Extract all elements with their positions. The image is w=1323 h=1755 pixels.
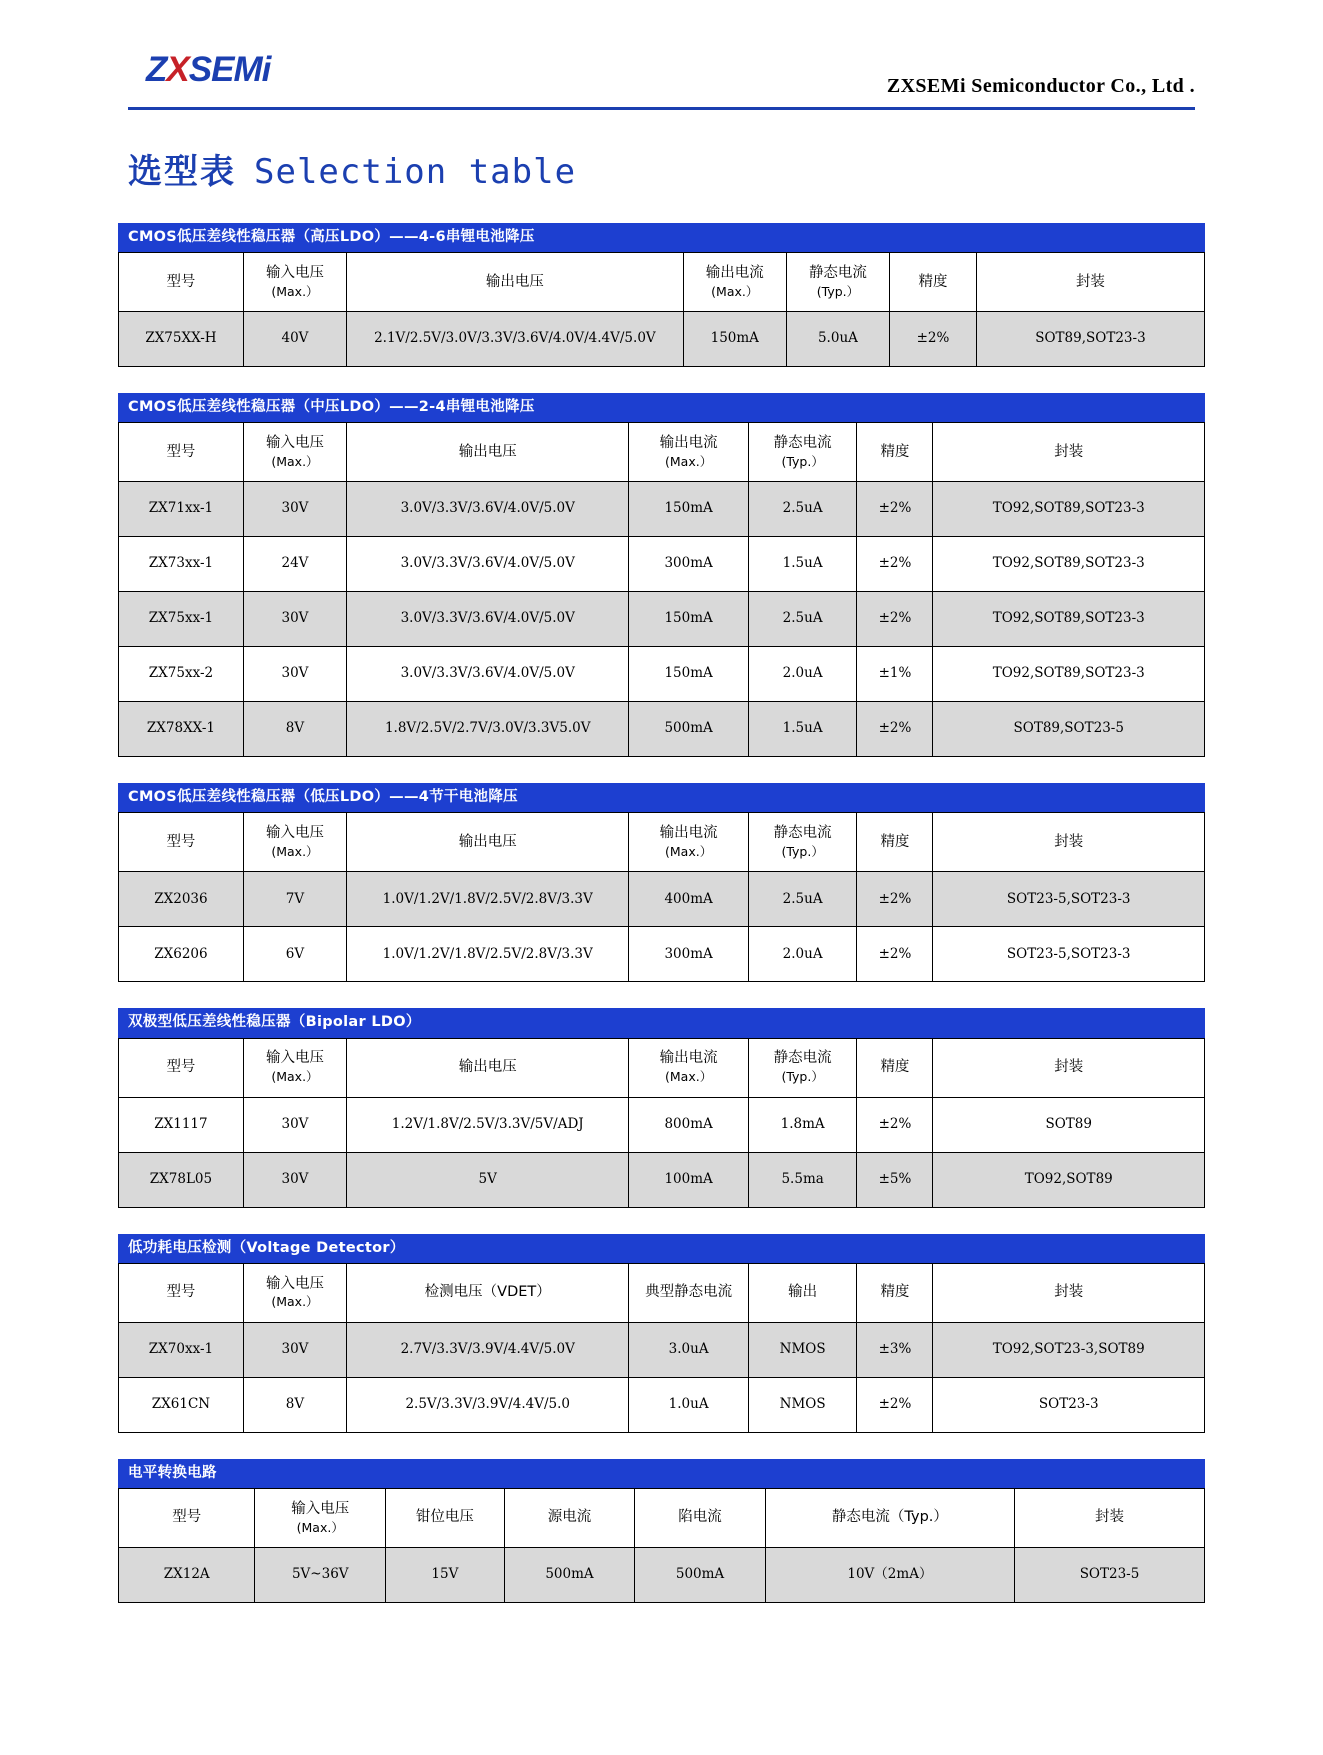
table-row (119, 1322, 1205, 1377)
table-cell: SOT89,SOT23-5 (933, 702, 1205, 757)
table-row (119, 537, 1205, 592)
table-block (118, 783, 1205, 982)
column-header: 输出 (748, 1263, 857, 1322)
table-band-title: CMOS低压差线性稳压器（中压LDO）——2-4串锂电池降压 (118, 393, 1205, 422)
table-cell: 100mA (629, 1152, 748, 1207)
column-header-sub: (Max.） (665, 454, 713, 470)
table-cell: 3.0V/3.3V/3.6V/4.0V/5.0V (347, 482, 629, 537)
table-cell: 5.0uA (786, 312, 889, 367)
table-cell: 15V (386, 1547, 505, 1602)
table-row (119, 312, 1205, 367)
table-cell: 150mA (629, 647, 748, 702)
table-cell: ±2% (857, 702, 933, 757)
table-cell: ±2% (857, 592, 933, 647)
table-cell: ±2% (890, 312, 977, 367)
table-cell: SOT89 (933, 1097, 1205, 1152)
table-cell: 3.0V/3.3V/3.6V/4.0V/5.0V (347, 592, 629, 647)
table-row (119, 647, 1205, 702)
table-band-title: 双极型低压差线性稳压器（Bipolar LDO） (118, 1008, 1205, 1037)
selection-table (118, 252, 1205, 367)
table-cell: 8V (243, 702, 346, 757)
table-cell: SOT89,SOT23-3 (976, 312, 1204, 367)
table-cell: SOT23-3 (933, 1377, 1205, 1432)
table-row (119, 1547, 1205, 1602)
table-cell: 1.2V/1.8V/2.5V/3.3V/5V/ADJ (347, 1097, 629, 1152)
table-cell: 1.8mA (748, 1097, 857, 1152)
table-cell: ±5% (857, 1152, 933, 1207)
table-cell: ±3% (857, 1322, 933, 1377)
table-cell: 5V~36V (255, 1547, 386, 1602)
table-row (119, 1097, 1205, 1152)
selection-table (118, 812, 1205, 982)
column-header: 型号 (119, 253, 244, 312)
table-cell: 800mA (629, 1097, 748, 1152)
table-cell: ±1% (857, 647, 933, 702)
table-cell: 2.0uA (748, 647, 857, 702)
table-cell: 30V (243, 482, 346, 537)
table-cell: ±2% (857, 1377, 933, 1432)
table-cell: 24V (243, 537, 346, 592)
column-header: 型号 (119, 813, 244, 872)
column-header: 精度 (857, 1038, 933, 1097)
table-block (118, 1459, 1205, 1603)
table-header-row (119, 1488, 1205, 1547)
column-header: 精度 (857, 813, 933, 872)
column-header: 封装 (933, 1263, 1205, 1322)
column-header: 型号 (119, 1488, 255, 1547)
page-title-en: Selection table (254, 152, 577, 192)
table-cell: 30V (243, 647, 346, 702)
table-cell: 1.0uA (629, 1377, 748, 1432)
table-cell: TO92,SOT89 (933, 1152, 1205, 1207)
column-header: 输出电流 (Max.） (683, 253, 786, 312)
column-header: 输入电压 (Max.） (243, 1038, 346, 1097)
column-header-sub: (Typ.） (781, 1069, 824, 1085)
table-cell: SOT23-5,SOT23-3 (933, 872, 1205, 927)
table-cell: 7V (243, 872, 346, 927)
table-cell: 1.5uA (748, 702, 857, 757)
table-header-row (119, 1263, 1205, 1322)
table-cell: 5V (347, 1152, 629, 1207)
selection-table (118, 1038, 1205, 1208)
table-cell: NMOS (748, 1377, 857, 1432)
table-band-title: 低功耗电压检测（Voltage Detector） (118, 1234, 1205, 1263)
table-header-row (119, 1038, 1205, 1097)
table-cell: ±2% (857, 872, 933, 927)
selection-table (118, 422, 1205, 757)
table-cell: 3.0V/3.3V/3.6V/4.0V/5.0V (347, 537, 629, 592)
column-header: 输出电流 (Max.） (629, 1038, 748, 1097)
column-header-sub: (Max.） (665, 844, 713, 860)
part-number-cell: ZX1117 (119, 1097, 244, 1152)
column-header: 输出电流 (Max.） (629, 423, 748, 482)
table-cell: 2.5uA (748, 872, 857, 927)
column-header: 输出电压 (347, 813, 629, 872)
column-header-sub: (Typ.） (781, 454, 824, 470)
column-header: 封装 (976, 253, 1204, 312)
table-row (119, 1152, 1205, 1207)
column-header: 输出电流 (Max.） (629, 813, 748, 872)
column-header-sub: (Max.） (296, 1519, 344, 1535)
table-cell: ±2% (857, 537, 933, 592)
column-header: 型号 (119, 1038, 244, 1097)
column-header: 型号 (119, 1263, 244, 1322)
table-row (119, 592, 1205, 647)
table-cell: TO92,SOT89,SOT23-3 (933, 647, 1205, 702)
table-band-title: CMOS低压差线性稳压器（低压LDO）——4节干电池降压 (118, 783, 1205, 812)
column-header: 陷电流 (635, 1488, 766, 1547)
column-header: 静态电流 (Typ.） (748, 813, 857, 872)
table-cell: 40V (243, 312, 346, 367)
table-cell: 30V (243, 1097, 346, 1152)
part-number-cell: ZX78L05 (119, 1152, 244, 1207)
part-number-cell: ZX61CN (119, 1377, 244, 1432)
column-header: 精度 (890, 253, 977, 312)
column-header: 精度 (857, 423, 933, 482)
part-number-cell: ZX6206 (119, 927, 244, 982)
table-cell: ±2% (857, 1097, 933, 1152)
table-cell: 8V (243, 1377, 346, 1432)
table-cell: 2.5uA (748, 482, 857, 537)
table-cell: 150mA (629, 482, 748, 537)
table-row (119, 702, 1205, 757)
column-header: 封装 (933, 1038, 1205, 1097)
table-row (119, 927, 1205, 982)
column-header-sub: (Max.） (271, 1294, 319, 1310)
table-cell: 500mA (629, 702, 748, 757)
table-cell: 400mA (629, 872, 748, 927)
table-band-title: 电平转换电路 (118, 1459, 1205, 1488)
table-row (119, 482, 1205, 537)
part-number-cell: ZX71xx-1 (119, 482, 244, 537)
table-cell: 500mA (635, 1547, 766, 1602)
table-cell: 150mA (683, 312, 786, 367)
table-header-row (119, 253, 1205, 312)
table-cell: TO92,SOT89,SOT23-3 (933, 482, 1205, 537)
column-header: 输入电压 (Max.） (243, 423, 346, 482)
selection-tables (118, 223, 1205, 1603)
selection-table (118, 1263, 1205, 1433)
page-title (128, 144, 1323, 193)
table-cell: SOT23-5 (1015, 1547, 1205, 1602)
column-header-sub: (Max.） (271, 1069, 319, 1085)
part-number-cell: ZX2036 (119, 872, 244, 927)
table-row (119, 1377, 1205, 1432)
column-header: 输入电压 (Max.） (243, 1263, 346, 1322)
part-number-cell: ZX70xx-1 (119, 1322, 244, 1377)
table-cell: 1.0V/1.2V/1.8V/2.5V/2.8V/3.3V (347, 927, 629, 982)
table-cell: 1.8V/2.5V/2.7V/3.0V/3.3V5.0V (347, 702, 629, 757)
column-header: 精度 (857, 1263, 933, 1322)
table-cell: 3.0uA (629, 1322, 748, 1377)
column-header: 静态电流（Typ.） (765, 1488, 1014, 1547)
column-header: 静态电流 (Typ.） (786, 253, 889, 312)
table-block (118, 393, 1205, 757)
table-cell: 1.5uA (748, 537, 857, 592)
column-header: 检测电压（VDET） (347, 1263, 629, 1322)
column-header-sub: (Max.） (271, 454, 319, 470)
part-number-cell: ZX12A (119, 1547, 255, 1602)
part-number-cell: ZX75xx-2 (119, 647, 244, 702)
column-header-sub: (Typ.） (781, 844, 824, 860)
column-header: 封装 (1015, 1488, 1205, 1547)
table-cell: 3.0V/3.3V/3.6V/4.0V/5.0V (347, 647, 629, 702)
column-header: 封装 (933, 423, 1205, 482)
table-cell: 2.5uA (748, 592, 857, 647)
column-header-sub: (Max.） (711, 283, 759, 299)
column-header: 输入电压 (Max.） (243, 253, 346, 312)
page-title-cn: 选型表 (128, 152, 236, 192)
table-cell: 300mA (629, 927, 748, 982)
column-header-sub: (Max.） (271, 283, 319, 299)
company-name: ZXSEMi Semiconductor Co., Ltd . (886, 75, 1195, 97)
table-cell: 6V (243, 927, 346, 982)
table-cell: 30V (243, 1322, 346, 1377)
table-cell: 10V（2mA） (765, 1547, 1014, 1602)
part-number-cell: ZX75xx-1 (119, 592, 244, 647)
table-cell: 500mA (504, 1547, 635, 1602)
table-header-row (119, 423, 1205, 482)
table-cell: 2.7V/3.3V/3.9V/4.4V/5.0V (347, 1322, 629, 1377)
table-cell: 5.5ma (748, 1152, 857, 1207)
table-cell: TO92,SOT89,SOT23-3 (933, 592, 1205, 647)
part-number-cell: ZX73xx-1 (119, 537, 244, 592)
table-cell: 300mA (629, 537, 748, 592)
table-band-title: CMOS低压差线性稳压器（高压LDO）——4-6串锂电池降压 (118, 223, 1205, 252)
column-header-sub: (Typ.） (816, 283, 860, 299)
table-cell: SOT23-5,SOT23-3 (933, 927, 1205, 982)
table-cell: 30V (243, 592, 346, 647)
table-block (118, 1008, 1205, 1207)
table-block (118, 223, 1205, 367)
table-cell: TO92,SOT23-3,SOT89 (933, 1322, 1205, 1377)
column-header: 输出电压 (347, 253, 684, 312)
table-cell: 2.1V/2.5V/3.0V/3.3V/3.6V/4.0V/4.4V/5.0V (347, 312, 684, 367)
part-number-cell: ZX75XX-H (119, 312, 244, 367)
selection-table (118, 1488, 1205, 1603)
column-header: 钳位电压 (386, 1488, 505, 1547)
table-cell: TO92,SOT89,SOT23-3 (933, 537, 1205, 592)
table-cell: ±2% (857, 482, 933, 537)
column-header: 输入电压 (Max.） (255, 1488, 386, 1547)
table-block (118, 1234, 1205, 1433)
page-header (128, 42, 1195, 110)
column-header: 输出电压 (347, 423, 629, 482)
header-divider (128, 107, 1195, 110)
table-cell: NMOS (748, 1322, 857, 1377)
page (0, 42, 1323, 1755)
column-header-sub: (Max.） (271, 844, 319, 860)
zxsemi-logo: ZXSEMi (146, 50, 271, 89)
column-header: 型号 (119, 423, 244, 482)
column-header: 典型静态电流 (629, 1263, 748, 1322)
column-header: 输出电压 (347, 1038, 629, 1097)
table-cell: 2.5V/3.3V/3.9V/4.4V/5.0 (347, 1377, 629, 1432)
table-row (119, 872, 1205, 927)
column-header: 静态电流 (Typ.） (748, 1038, 857, 1097)
table-cell: 150mA (629, 592, 748, 647)
part-number-cell: ZX78XX-1 (119, 702, 244, 757)
table-header-row (119, 813, 1205, 872)
column-header-sub: (Max.） (665, 1069, 713, 1085)
table-cell: 30V (243, 1152, 346, 1207)
table-cell: ±2% (857, 927, 933, 982)
column-header: 源电流 (504, 1488, 635, 1547)
column-header: 封装 (933, 813, 1205, 872)
table-cell: 2.0uA (748, 927, 857, 982)
column-header: 输入电压 (Max.） (243, 813, 346, 872)
column-header: 静态电流 (Typ.） (748, 423, 857, 482)
table-cell: 1.0V/1.2V/1.8V/2.5V/2.8V/3.3V (347, 872, 629, 927)
